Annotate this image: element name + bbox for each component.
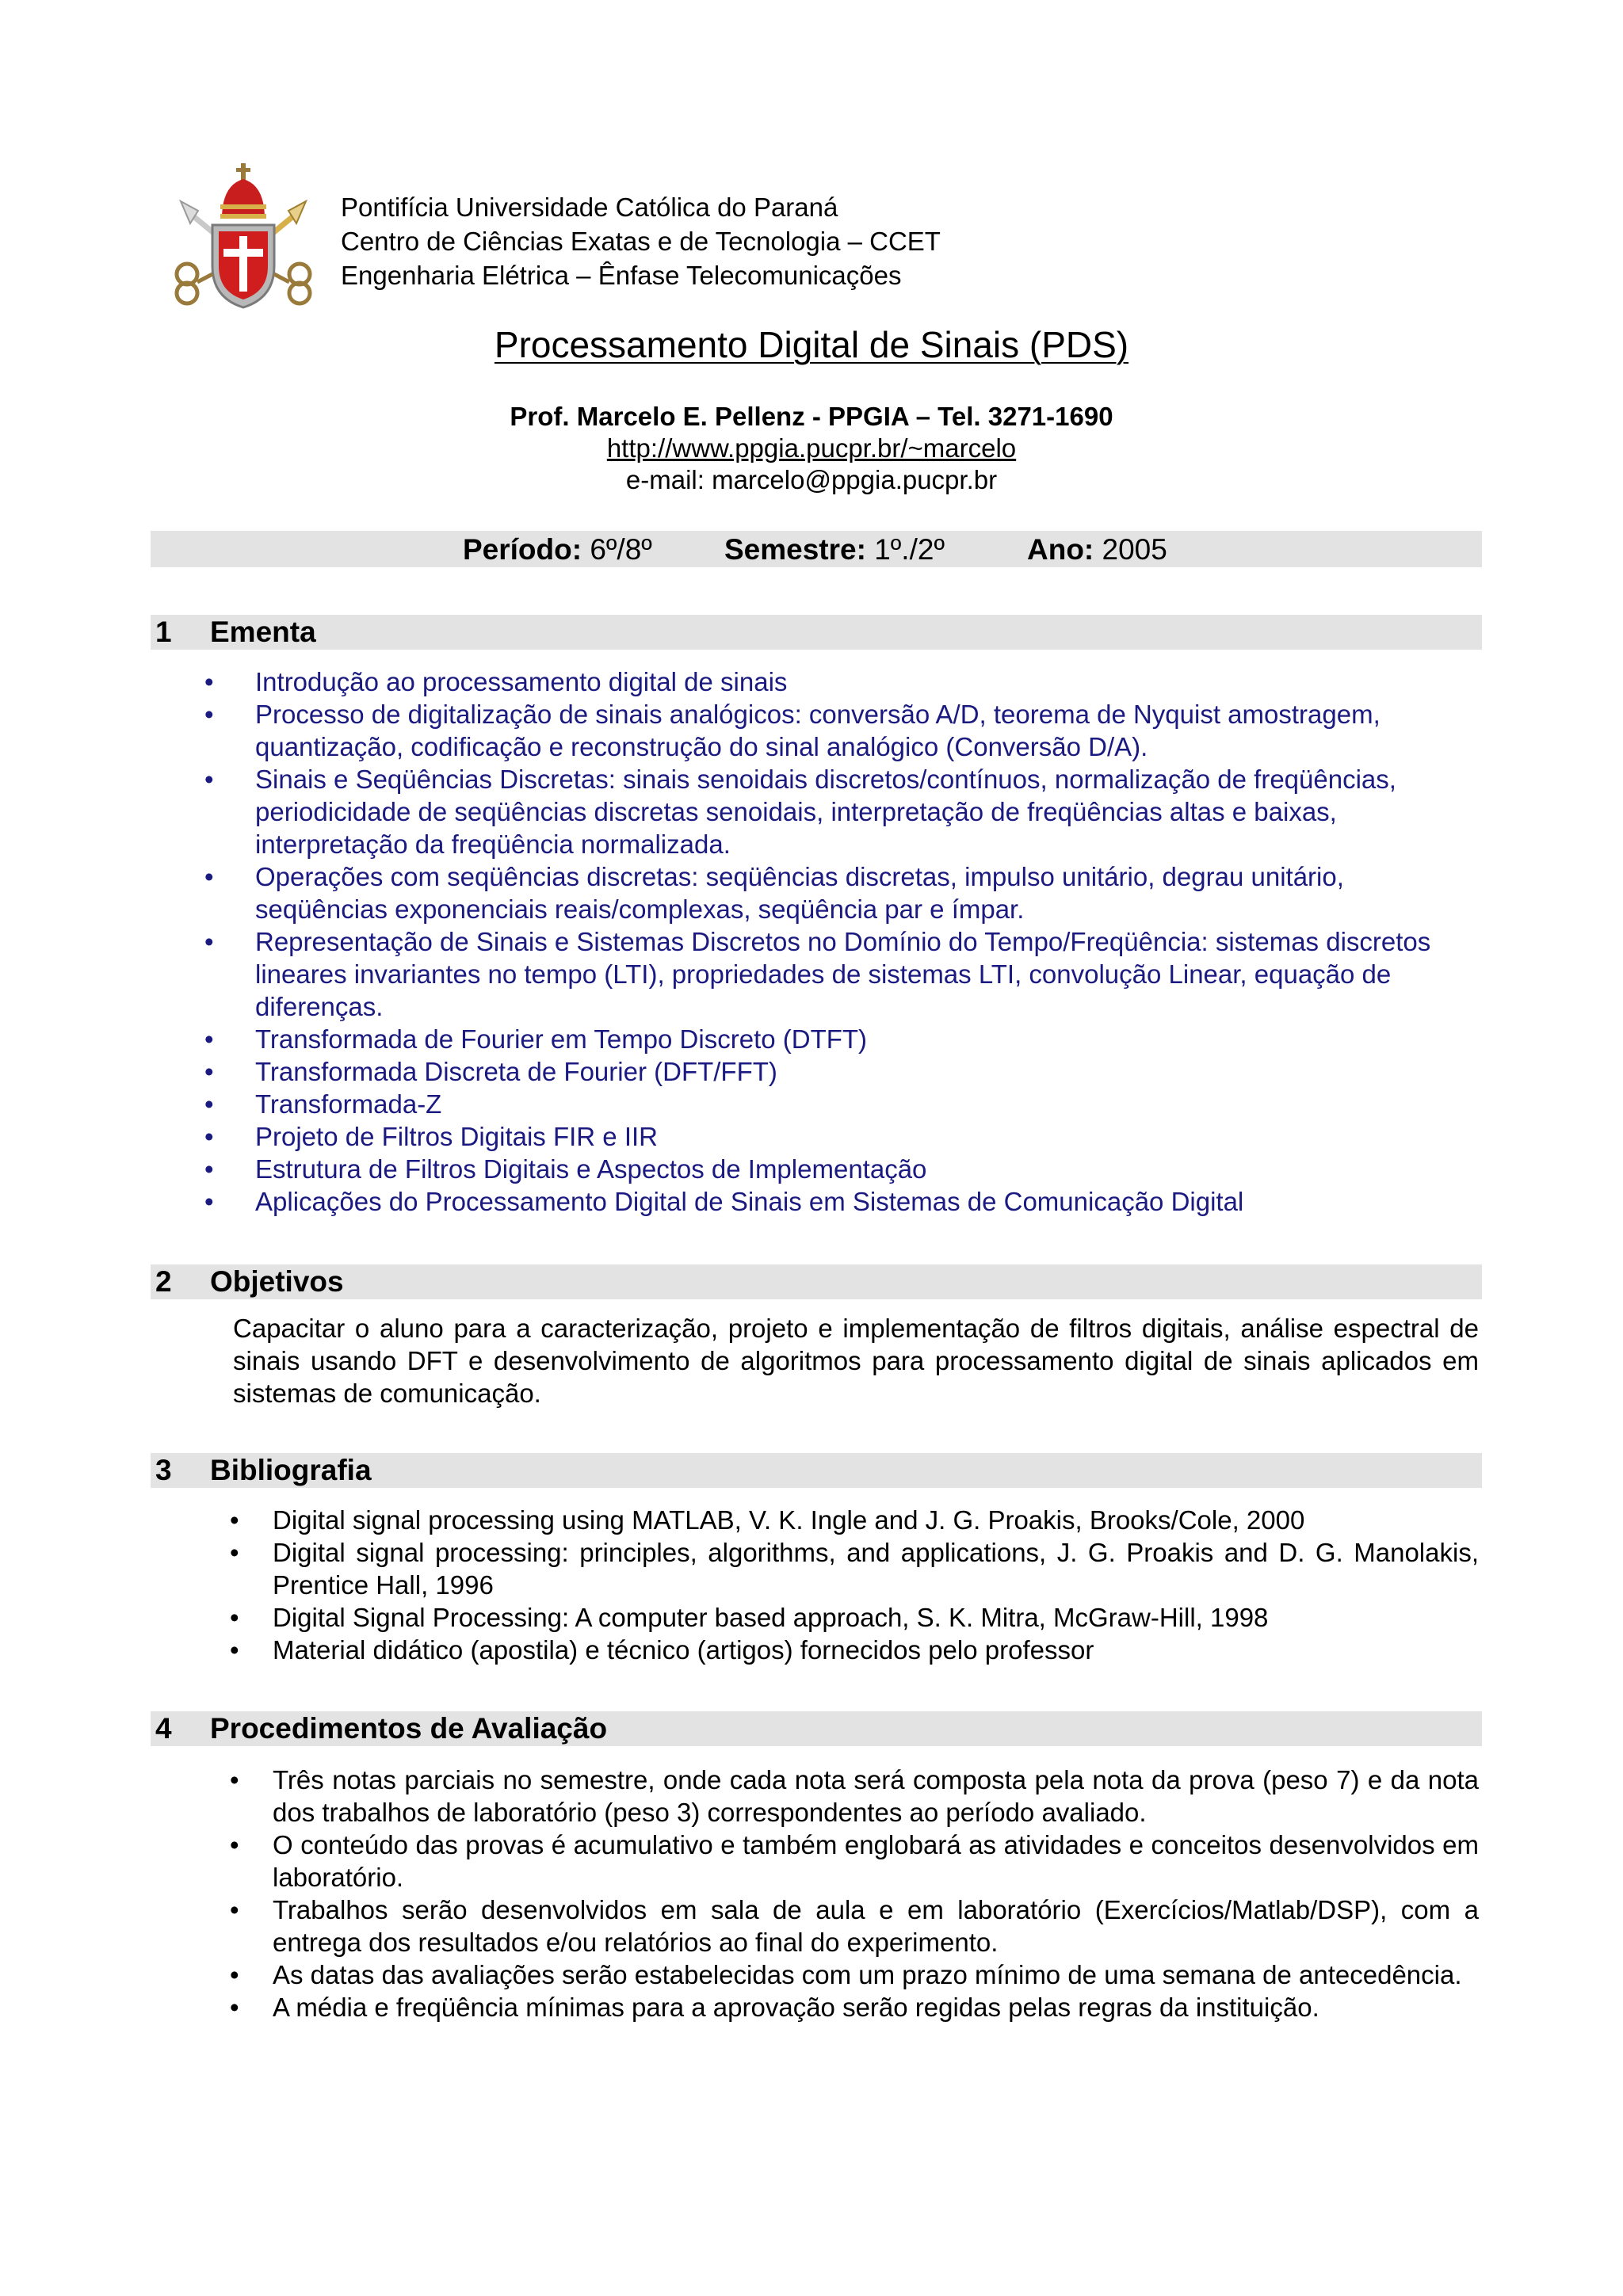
- section-number: 2: [155, 1265, 172, 1298]
- section-heading-bar: [151, 1264, 1482, 1299]
- bullet-icon: •: [230, 1993, 239, 2022]
- list-item: • Transformada de Fourier em Tempo Discreto (DTFT): [204, 1024, 868, 1054]
- semestre-field: [724, 532, 945, 567]
- bullet-icon: •: [230, 1960, 239, 1989]
- section-heading-bar: [151, 615, 1482, 650]
- list-item: • Processo de digitalização de sinais analógicos: conversão A/D, teorema de Nyquist amostragem, quantização, codificação e reconstrução do sinal analógico (Conversão D/A).: [204, 700, 1381, 761]
- ano-label: Ano:: [1027, 533, 1094, 566]
- bullet-icon: •: [204, 1024, 214, 1054]
- bullet-icon: •: [204, 765, 214, 794]
- list-item: • Digital signal processing using MATLAB, V. K. Ingle and J. G. Proakis, Brooks/Cole, 2000: [230, 1505, 1305, 1535]
- institution-block: [341, 190, 941, 292]
- ano-value: 2005: [1102, 533, 1167, 566]
- bullet-icon: •: [204, 927, 214, 956]
- section-number: 4: [155, 1712, 172, 1745]
- semestre-label: Semestre:: [724, 533, 866, 566]
- periodo-label: Período:: [463, 533, 582, 566]
- bibliografia-list: [230, 1504, 1479, 1666]
- list-item: • Digital Signal Processing: A computer based approach, S. K. Mitra, McGraw-Hill, 1998: [230, 1603, 1269, 1632]
- institution-line: Engenharia Elétrica – Ênfase Telecomunicações: [341, 261, 902, 290]
- bullet-icon: •: [204, 862, 214, 891]
- list-item: • Aplicações do Processamento Digital de Sinais em Sistemas de Comunicação Digital: [204, 1187, 1244, 1216]
- section-title-objetivos: Objetivos: [210, 1265, 344, 1298]
- bullet-icon: •: [230, 1538, 239, 1567]
- bullet-icon: •: [230, 1603, 239, 1632]
- bullet-icon: •: [204, 700, 214, 729]
- list-item: • Estrutura de Filtros Digitais e Aspectos de Implementação: [204, 1154, 927, 1184]
- semestre-value: 1º./2º: [874, 533, 945, 566]
- list-item: • Operações com seqüências discretas: seqüências discretas, impulso unitário, degrau unitário, seqüências exponenciais reais/complexas, seqüência par e ímpar.: [204, 862, 1344, 924]
- list-item: • Sinais e Seqüências Discretas: sinais senoidais discretos/contínuos, normalização de freqüências, periodicidade de seqüências discretas senoidais, interpretação de freqüências altas e baixas, interpretação da freqüência normalizada.: [204, 765, 1396, 859]
- list-item: • A média e freqüência mínimas para a aprovação serão regidas pelas regras da instituição.: [230, 1993, 1319, 2022]
- bullet-icon: •: [230, 1635, 239, 1665]
- list-item: • O conteúdo das provas é acumulativo e também englobará as atividades e conceitos desenvolvidos em laboratório.: [230, 1830, 1479, 1892]
- page-title: Processamento Digital de Sinais (PDS): [494, 324, 1129, 365]
- institution-line: Centro de Ciências Exatas e de Tecnologia – CCET: [341, 227, 941, 256]
- objetivos-text: Capacitar o aluno para a caracterização, projeto e implementação de filtros digitais, análise espectral de sinais usando DFT e desenvolvimento de algoritmos para processamento digital de sinais aplicados em sistemas de comunicação.: [233, 1314, 1479, 1408]
- avaliacao-list: [230, 1764, 1479, 2023]
- section-number: 1: [155, 616, 172, 648]
- bullet-icon: •: [204, 1089, 214, 1119]
- bullet-icon: •: [230, 1895, 239, 1924]
- university-crest-icon: [173, 163, 314, 311]
- section-title-ementa: Ementa: [210, 616, 316, 648]
- professor-contact: [0, 401, 1623, 496]
- list-item: • Três notas parciais no semestre, onde cada nota será composta pela nota da prova (peso 7) e da nota dos trabalhos de laboratório (peso 3) correspondentes ao período avaliado.: [230, 1765, 1479, 1827]
- bullet-icon: •: [204, 1154, 214, 1184]
- bullet-icon: •: [230, 1505, 239, 1535]
- ementa-list: [204, 666, 1480, 1218]
- list-item: • Representação de Sinais e Sistemas Discretos no Domínio do Tempo/Freqüência: sistemas discretos lineares invariantes no tempo (LTI), propriedades de sistemas LTI, convolução Linear, equação de diferenças.: [204, 927, 1431, 1021]
- periodo-value: 6º/8º: [590, 533, 652, 566]
- homepage-link[interactable]: http://www.ppgia.pucpr.br/~marcelo: [606, 433, 1017, 463]
- email-text: e-mail: marcelo@ppgia.pucpr.br: [625, 465, 998, 494]
- list-item: • Introdução ao processamento digital de sinais: [204, 667, 788, 696]
- list-item: • Trabalhos serão desenvolvidos em sala de aula e em laboratório (Exercícios/Matlab/DSP), com a entrega dos resultados e/ou relatórios ao final do experimento.: [230, 1895, 1479, 1957]
- bullet-icon: •: [230, 1830, 239, 1859]
- list-item: • As datas das avaliações serão estabelecidas com um prazo mínimo de uma semana de antecedência.: [230, 1960, 1462, 1989]
- bullet-icon: •: [204, 667, 214, 696]
- institution-line: Pontifícia Universidade Católica do Paraná: [341, 193, 838, 222]
- professor-name: Prof. Marcelo E. Pellenz - PPGIA – Tel. 3271-1690: [510, 402, 1113, 431]
- list-item: • Projeto de Filtros Digitais FIR e IIR: [204, 1122, 658, 1151]
- list-item: • Transformada Discreta de Fourier (DFT/FFT): [204, 1057, 777, 1086]
- list-item: • Material didático (apostila) e técnico (artigos) fornecidos pelo professor: [230, 1635, 1094, 1665]
- bullet-icon: •: [204, 1057, 214, 1086]
- periodo-field: [463, 532, 652, 567]
- section-title-avaliacao: Procedimentos de Avaliação: [210, 1712, 608, 1745]
- bullet-icon: •: [230, 1765, 239, 1794]
- bullet-icon: •: [204, 1122, 214, 1151]
- list-item: • Transformada-Z: [204, 1089, 442, 1119]
- section-title-bibliografia: Bibliografia: [210, 1454, 372, 1486]
- bullet-icon: •: [204, 1187, 214, 1216]
- section-number: 3: [155, 1454, 172, 1486]
- ano-field: [1027, 532, 1167, 567]
- list-item: • Digital signal processing: principles, algorithms, and applications, J. G. Proakis and D. G. Manolakis, Prentice Hall, 1996: [230, 1538, 1479, 1600]
